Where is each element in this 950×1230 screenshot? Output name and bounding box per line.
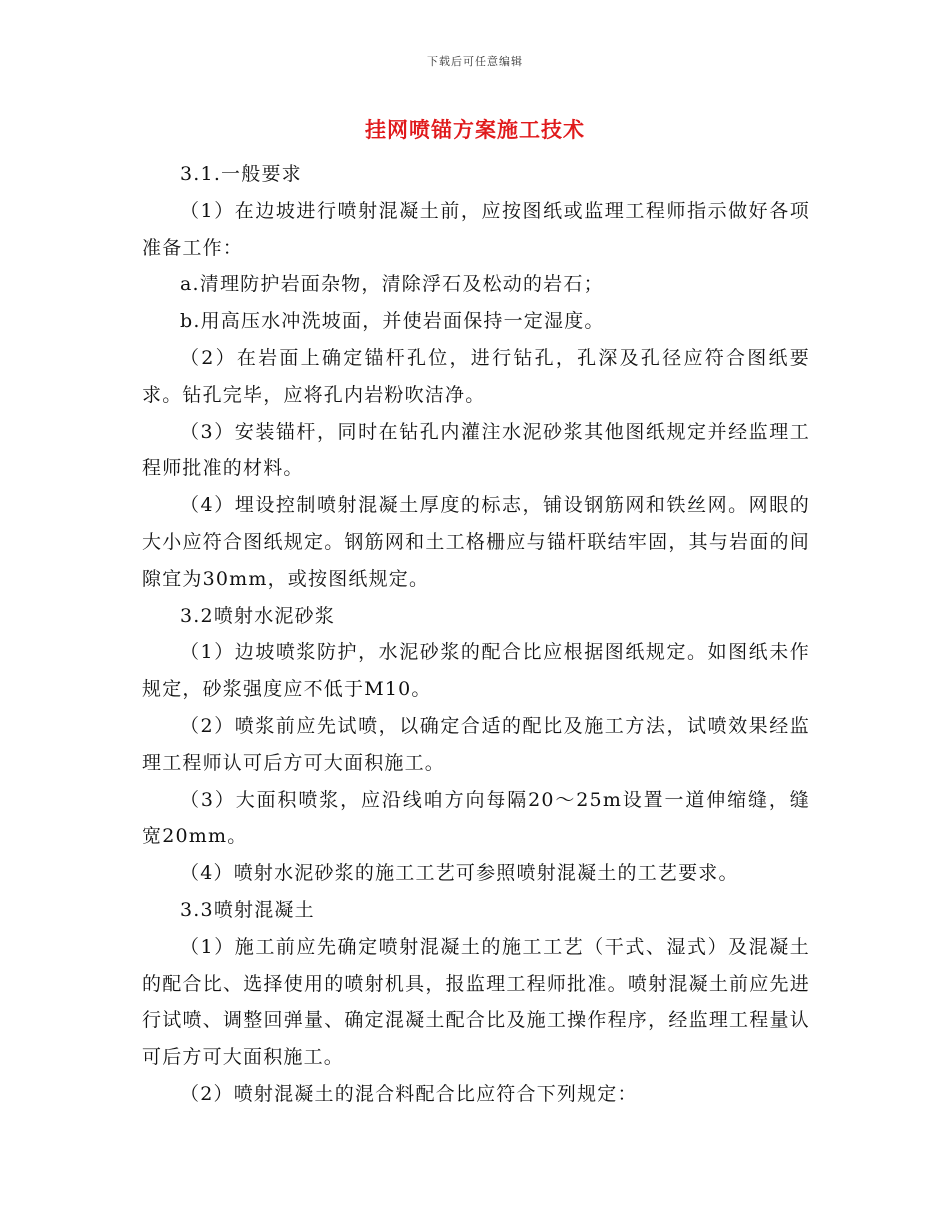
section-heading-3-3: 3.3喷射混凝土	[180, 898, 315, 921]
paragraph: （2）喷浆前应先试喷，以确定合适的配比及施工方法，试喷效果经监理工程师认可后方可大面积施工。	[142, 714, 810, 774]
paragraph: （3）大面积喷浆，应沿线咱方向每隔20～25m设置一道伸缩缝，缝宽20mm。	[142, 788, 810, 848]
paragraph: （3）安装锚杆，同时在钻孔内灌注水泥砂浆其他图纸规定并经监理工程师批准的材料。	[142, 420, 810, 480]
paragraph: （1）边坡喷浆防护，水泥砂浆的配合比应根据图纸规定。如图纸未作规定，砂浆强度应不低于M10。	[142, 641, 810, 701]
paragraph: （1）在边坡进行喷射混凝土前，应按图纸或监理工程师指示做好各项准备工作：	[142, 199, 810, 259]
paragraph: （2）喷射混凝土的混合料配合比应符合下列规定：	[180, 1082, 638, 1105]
header-note: 下载后可任意编辑	[427, 55, 523, 68]
section-heading-3-2: 3.2喷射水泥砂浆	[180, 604, 336, 627]
paragraph: （2）在岩面上确定锚杆孔位，进行钻孔，孔深及孔径应符合图纸要求。钻孔完毕，应将孔内岩粉吹洁净。	[142, 346, 810, 406]
paragraph: a.清理防护岩面杂物，清除浮石及松动的岩石；	[180, 273, 604, 296]
paragraph: （4）喷射水泥砂浆的施工工艺可参照喷射混凝土的工艺要求。	[180, 862, 739, 885]
document-title: 挂网喷锚方案施工技术	[365, 118, 585, 142]
paragraph: （4）埋设控制喷射混凝土厚度的标志，铺设钢筋网和铁丝网。网眼的大小应符合图纸规定。钢筋网和土工格栅应与锚杆联结牢固，其与岩面的间隙宜为30mm，或按图纸规定。	[142, 494, 810, 590]
section-heading-3-1: 3.1.一般要求	[180, 163, 302, 185]
document-body	[142, 156, 810, 1113]
paragraph: （1）施工前应先确定喷射混凝土的施工工艺（干式、湿式）及混凝土的配合比、选择使用的喷射机具，报监理工程师批准。喷射混凝土前应先进行试喷、调整回弹量、确定混凝土配合比及施工操作程序，经监理工程量认可后方可大面积施工。	[142, 935, 810, 1069]
paragraph: b.用高压水冲洗坡面，并使岩面保持一定湿度。	[180, 310, 605, 333]
